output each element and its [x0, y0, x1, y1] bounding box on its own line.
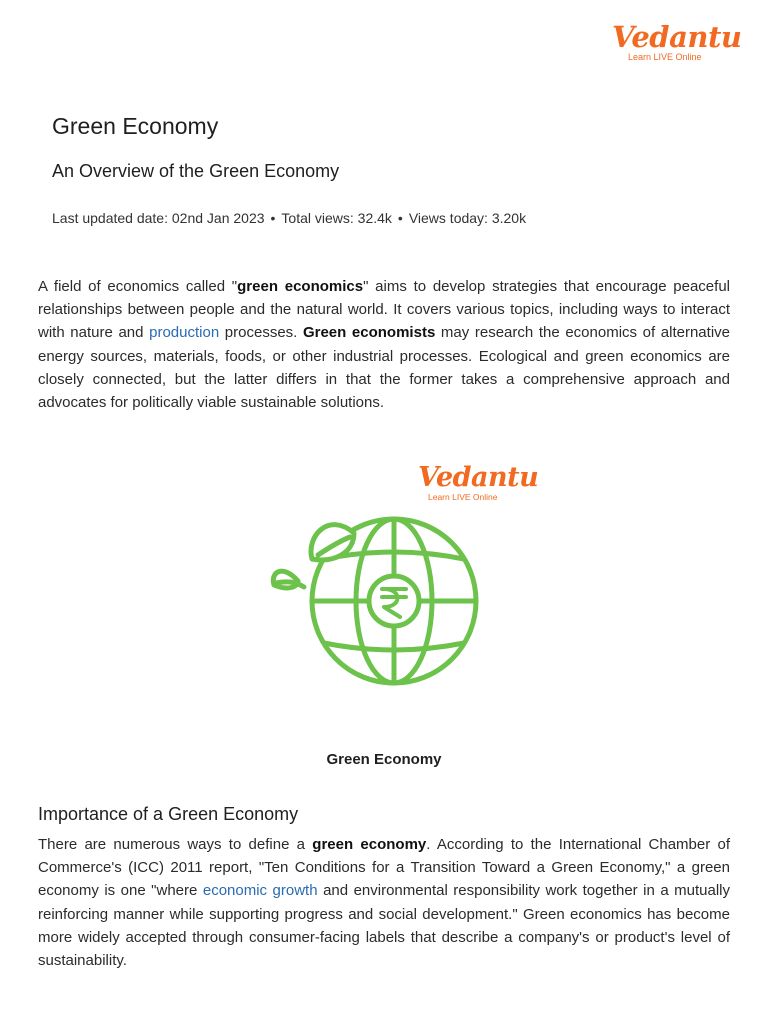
rupee-globe-leaf-icon	[268, 515, 490, 691]
figure-caption: Green Economy	[326, 751, 442, 768]
page-title: Green Economy	[52, 113, 219, 139]
logo-wordmark: Vedantu	[612, 20, 742, 54]
article-meta	[52, 209, 526, 227]
production-link[interactable]: production	[149, 324, 220, 342]
views-today: Views today: 3.20k	[408, 210, 527, 226]
logo-tagline: Learn LIVE Online	[628, 52, 702, 62]
meta-separator: •	[270, 210, 276, 226]
intro-text: processes.	[219, 324, 303, 342]
total-views: Total views: 32.4k	[281, 210, 392, 226]
section-text: There are numerous ways to define a	[38, 836, 313, 853]
section-paragraph	[38, 833, 730, 972]
logo-wordmark: Vedantu	[418, 462, 539, 493]
section-bold-term: green economy	[312, 836, 427, 853]
intro-text: A field of economics called "	[38, 278, 238, 295]
intro-paragraph	[38, 275, 730, 414]
last-updated: Last updated date: 02nd Jan 2023	[52, 210, 265, 226]
vedantu-logo[interactable]	[612, 20, 742, 62]
intro-text: " aims to develop strategies that encourage peaceful relationships between people and the natural world. It covers various topics, including ways to interact with nature and	[38, 278, 730, 342]
section-heading: Importance of a Green Economy	[38, 804, 299, 824]
intro-text: may research the economics of alternative energy sources, materials, foods, or other industrial processes. Ecological and green economics are closely connected, but the latter differs in that the former takes a comprehensive approach and advocates for politically viable sustainable solutions.	[38, 324, 730, 412]
logo-tagline: Learn LIVE Online	[428, 492, 498, 502]
meta-separator: •	[397, 210, 403, 226]
page-subtitle: An Overview of the Green Economy	[52, 161, 340, 181]
economic-growth-link[interactable]: economic growth	[202, 882, 318, 900]
section-text: and environmental responsibility work together in a mutually reinforcing manner while supporting progress and social development." Green economics has become more widely accepted through consumer-facing labels that describe a company's or product's level of sustainability.	[38, 882, 731, 970]
intro-bold-term: green economics	[237, 278, 364, 295]
intro-bold-term: Green economists	[302, 324, 436, 342]
section-text: . According to the International Chamber of Commerce's (ICC) 2011 report, "Ten Conditions for a Transition Toward a Green Economy," a green economy is one "where	[38, 836, 730, 900]
figure-watermark-logo	[418, 462, 539, 502]
